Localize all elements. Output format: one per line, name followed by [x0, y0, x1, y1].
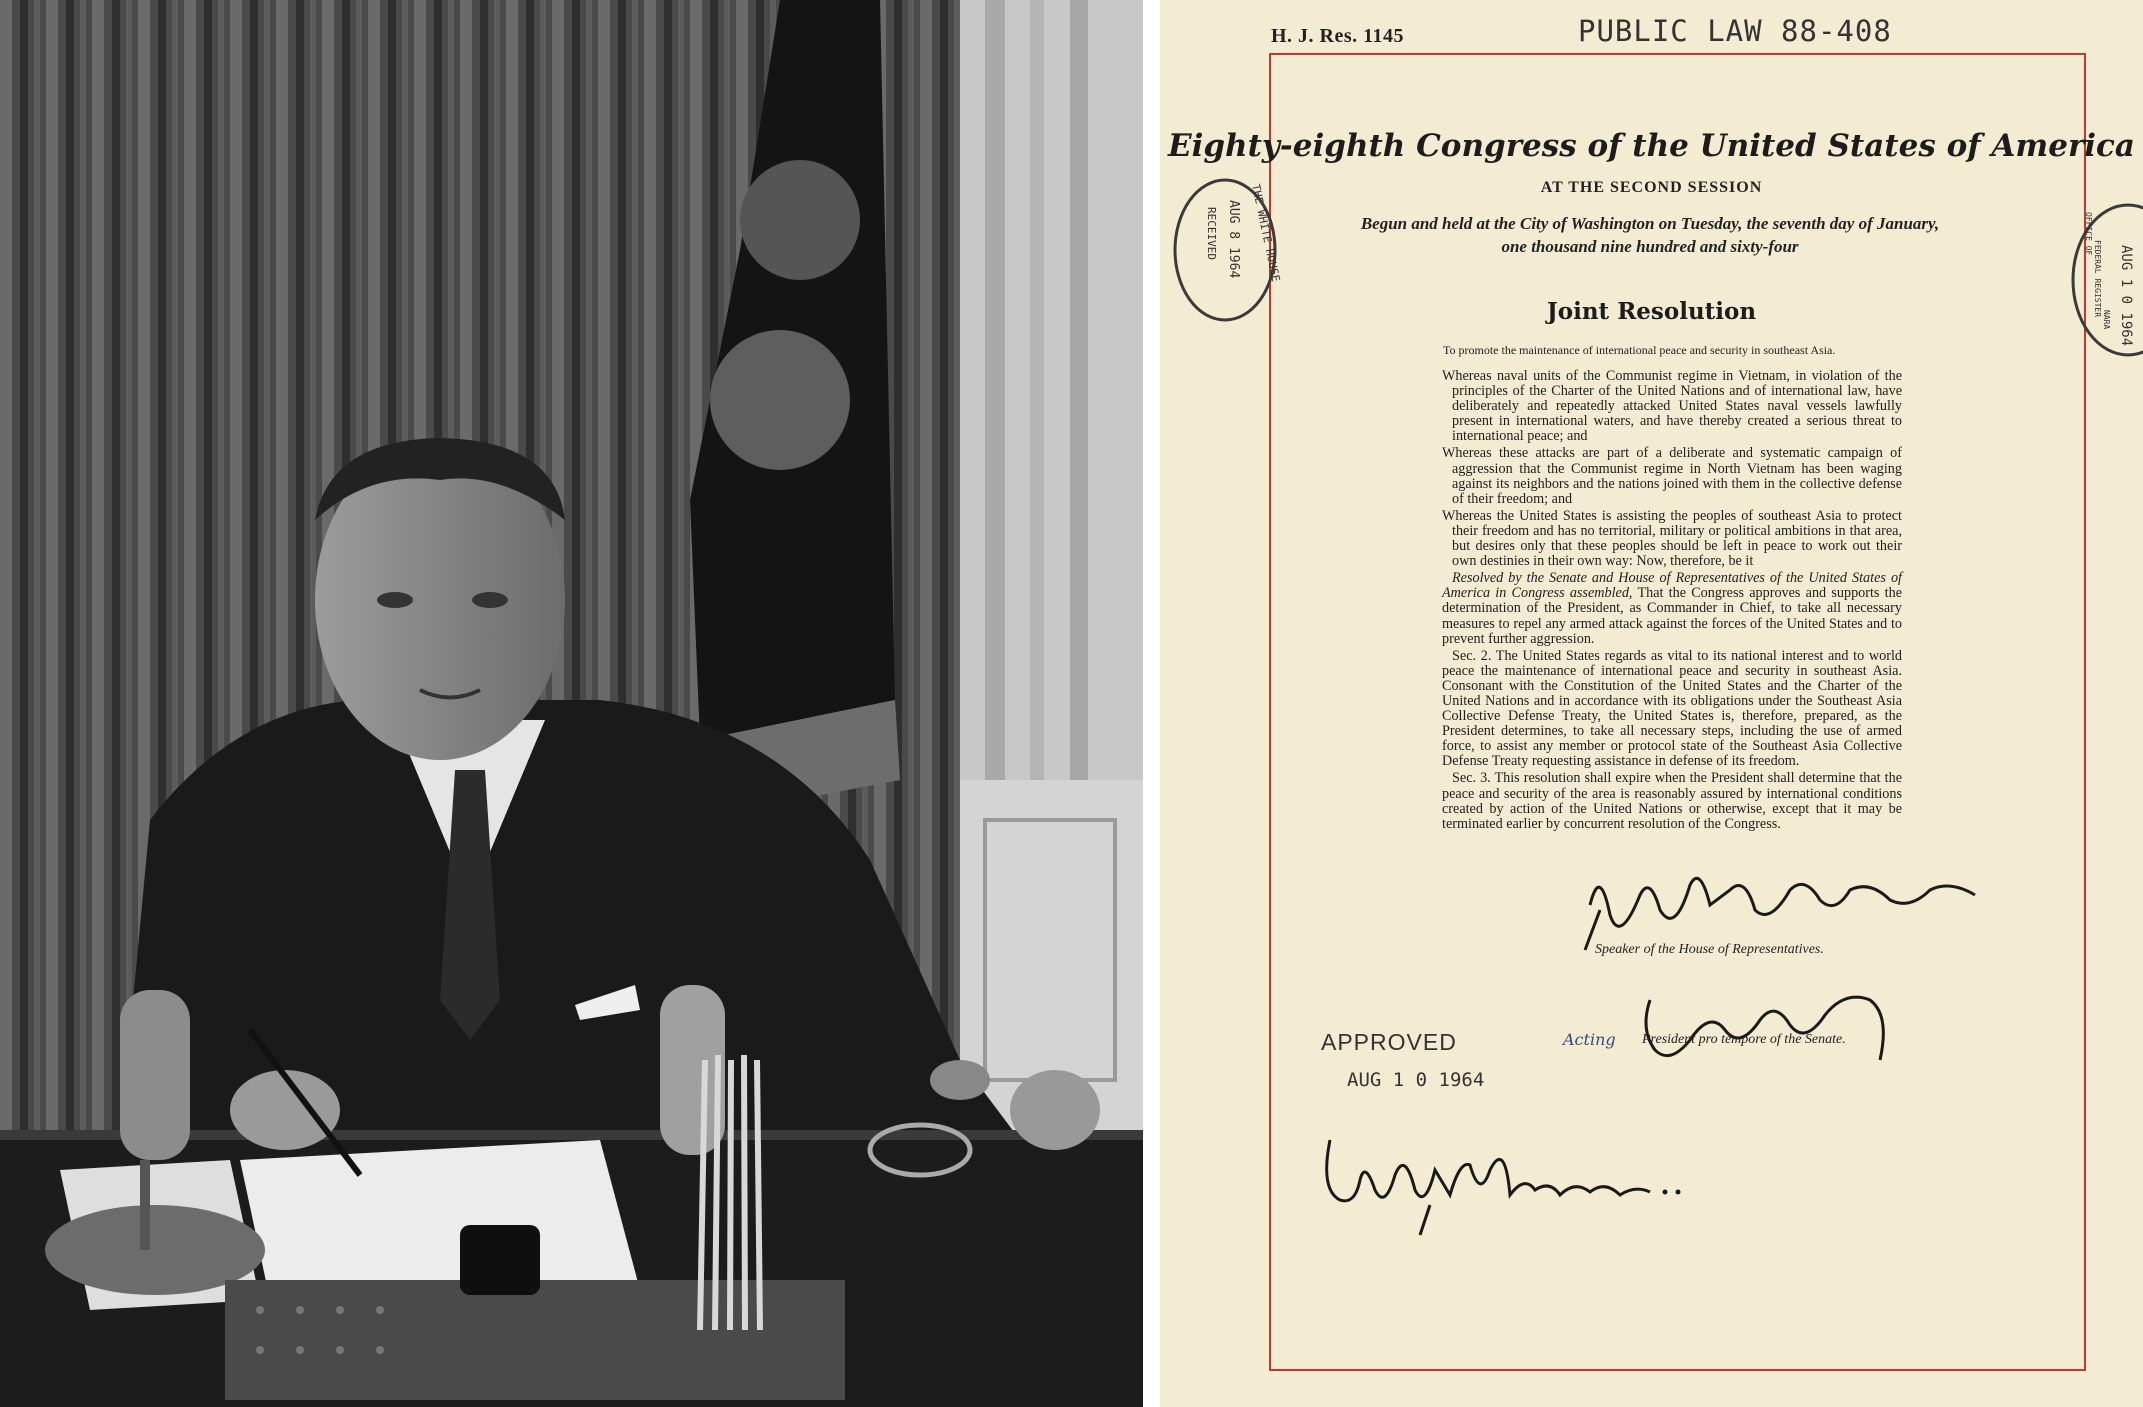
begun-line-2: one thousand nine hundred and sixty-four	[1501, 237, 1799, 256]
begun-held-line	[1310, 212, 1990, 258]
acting-annotation: Acting	[1563, 1030, 1616, 1049]
microphone	[120, 990, 190, 1160]
stamp-right-nara: NARA	[2102, 310, 2111, 330]
public-law-stamp: PUBLIC LAW 88-408	[1578, 14, 1892, 48]
writing-hand	[230, 1070, 340, 1150]
stamp-wh-date: AUG 8 1964	[1226, 200, 1241, 279]
section-3: Sec. 3. This resolution shall expire when the President shall determine that the peace and security of the area is reasonably assured by international conditions created by action of the United Nations or otherwise, except that it may be terminated earlier by concurrent resolution of the Congress.	[1442, 770, 1902, 832]
senate-signature	[1630, 970, 1930, 1070]
pen-stand	[225, 1280, 845, 1400]
resolved-clause	[1442, 571, 1902, 646]
begun-line-1: Begun and held at the City of Washington on Tuesday, the seventh day of January,	[1360, 214, 1940, 233]
resolved-text: That the Congress approves and supports the determination of the President, as Commander in Chief, to take all necessary measures to repel any armed attack against the forces of the United States and to prevent further aggression.	[1442, 585, 1902, 647]
stamp-received-text: RECEIVED	[1205, 207, 1218, 260]
speaker-signature	[1580, 855, 2000, 955]
resolved-enacting-clause: Resolved by the Senate and House of Representatives of the United States of America in Congress assembled,	[1442, 570, 1902, 602]
stamp-right-date: AUG 1 0 1964	[2118, 245, 2134, 347]
senate-title: President pro tempore of the Senate.	[1642, 1032, 1846, 1047]
whereas-clause-2: Whereas these attacks are part of a deliberate and systematic campaign of aggression that the Communist regime in North Vietnam has been waging against its neighbors and the nations joined with them in the collective defense of their freedom; and	[1442, 445, 1902, 507]
stamp-right-text: FEDERAL REGISTER	[2093, 240, 2102, 318]
federal-register-stamp	[2058, 200, 2143, 370]
resolution-body	[1442, 369, 1902, 834]
section-2: Sec. 2. The United States regards as vital to its national interest and to world peace the maintenance of international peace and security in southeast Asia. Consonant with the Constitution of the United States and the Charter of the United Nations and in accordance with its obligations under the Southeast Asia Collective Defense Treaty, the United States is, therefore, prepared, as the President determines, to take all necessary steps, including the use of armed force, to assist any member or protocol state of the Southeast Asia Collective Defense Treaty requesting assistance in defense of its freedom.	[1442, 647, 1902, 770]
whereas-clause-1: Whereas naval units of the Communist regime in Vietnam, in violation of the principles of the Charter of the United Nations and of international law, have deliberately and repeatedly attacked United States naval vessels lawfully present in international waters, and have thereby created a serious threat to international peace; and	[1442, 368, 1902, 445]
stamp-whitehouse-text: THE WHITE HOUSE	[1249, 182, 1283, 283]
speaker-title: Speaker of the House of Representatives.	[1595, 942, 1824, 957]
resolution-purpose: To promote the maintenance of international peace and security in southeast Asia.	[1443, 343, 1836, 357]
desk-document	[240, 1140, 640, 1300]
president-signature	[1310, 1120, 1740, 1240]
joint-resolution-document	[1160, 0, 2143, 1407]
congress-title: Eighty-eighth Congress of the United States of America	[1167, 128, 2136, 164]
ink-bottle	[460, 1225, 540, 1295]
approved-date-stamp: AUG 1 0 1964	[1347, 1069, 1485, 1091]
stamp-right-office: OFFICE OF	[2084, 212, 2093, 256]
approved-stamp: APPROVED	[1321, 1029, 1457, 1055]
session-line: AT THE SECOND SESSION	[1540, 179, 1763, 196]
resolution-number: H. J. Res. 1145	[1271, 25, 1405, 47]
whereas-clause-3: Whereas the United States is assisting the peoples of southeast Asia to protect their freedom and has no territorial, military or political ambitions in that area, but desires only that these peoples should be left in peace to work out their own destinies in their own way: Now, therefore, be it	[1442, 507, 1902, 570]
joint-resolution-title: Joint Resolution	[1546, 298, 1757, 325]
